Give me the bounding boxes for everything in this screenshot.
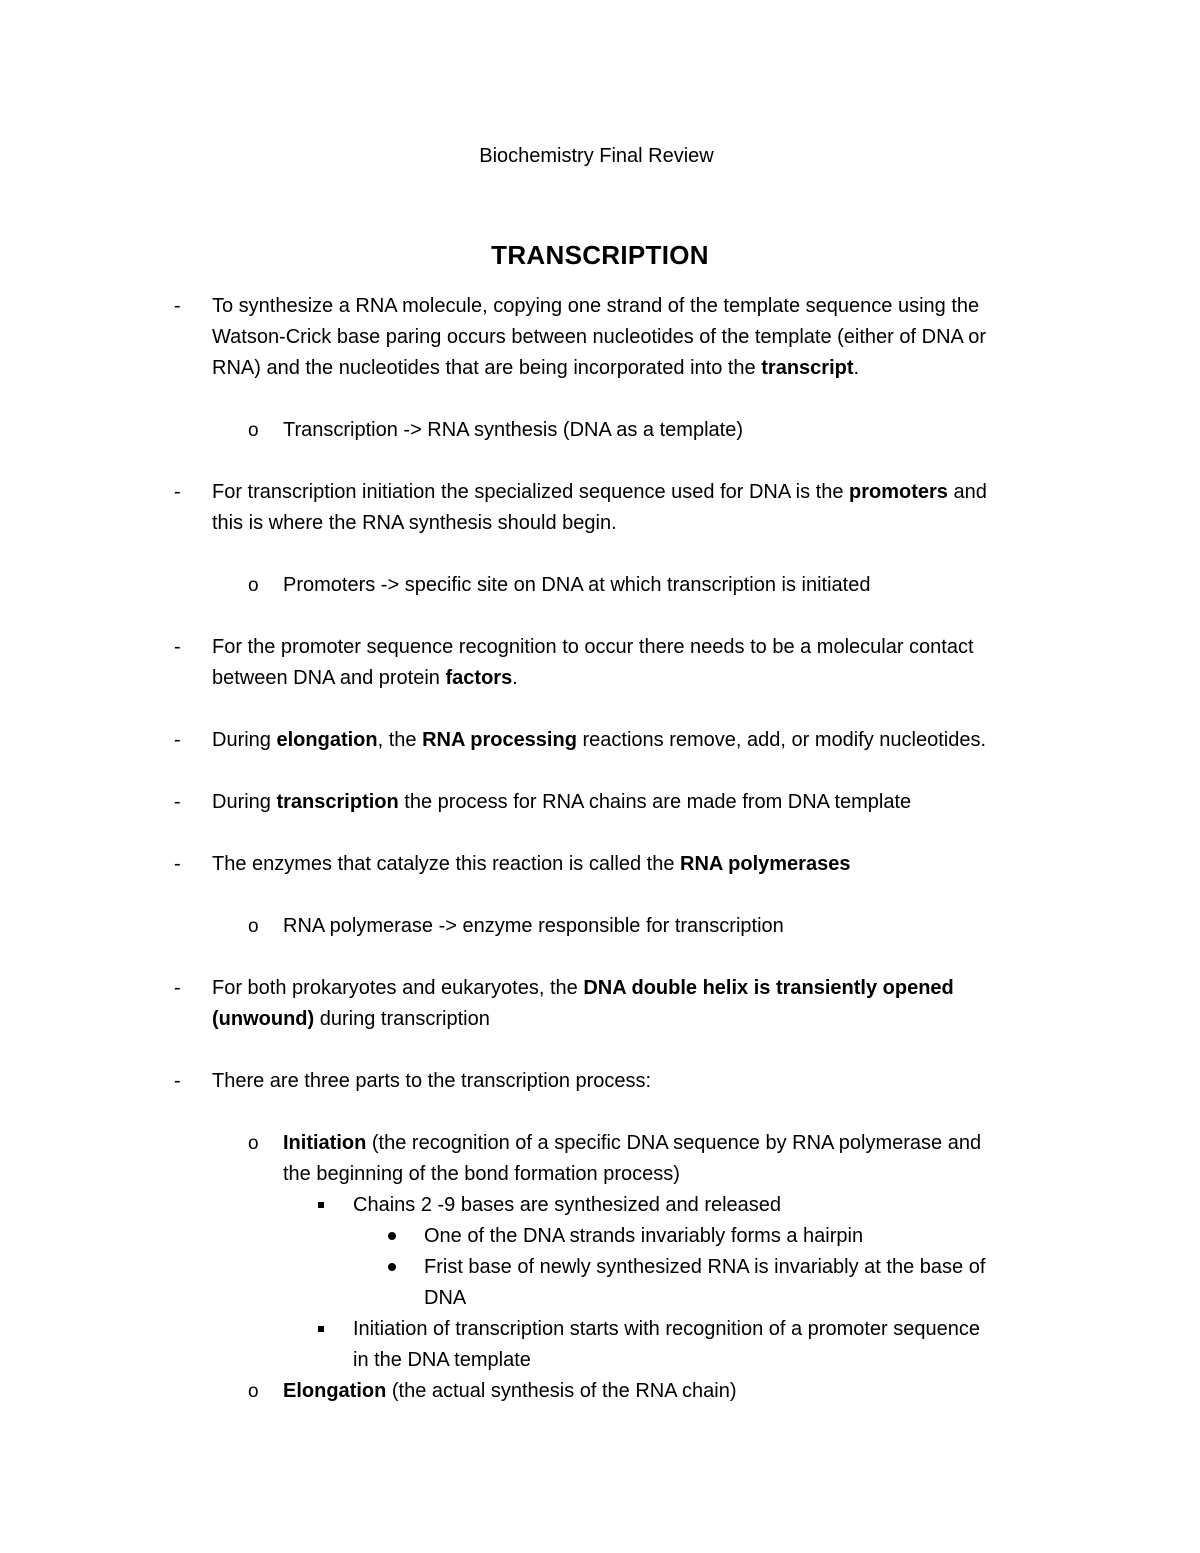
square-bullet-icon [318, 1326, 324, 1332]
sub-sub-list-item-continuation [0, 1345, 1200, 1376]
bold-term: RNA processing [422, 729, 577, 751]
list-item [0, 1066, 1200, 1097]
dash-bullet: - [174, 977, 181, 999]
bold-term: transcript [761, 357, 854, 379]
list-item [0, 725, 1200, 756]
round-bullet-icon [388, 1263, 396, 1271]
section-heading: TRANSCRIPTION [491, 240, 709, 270]
list-item-text: DNA [424, 1287, 467, 1309]
list-item-text: Watson-Crick base paring occurs between nucleotides of the template (either of DNA or [212, 326, 987, 348]
bold-term: promoters [849, 481, 948, 503]
list-item-text: For transcription initiation the specialized sequence used for DNA is the promoters and [212, 481, 987, 503]
bold-term: transcription [276, 791, 399, 813]
bullet-list [0, 291, 1200, 1407]
list-item-continuation [0, 663, 1200, 694]
sub-list-item [0, 1376, 1200, 1407]
bold-term: RNA polymerases [680, 853, 851, 875]
list-item-text: RNA polymerase -> enzyme responsible for transcription [283, 915, 784, 937]
list-item-text: Initiation of transcription starts with recognition of a promoter sequence [353, 1318, 980, 1340]
sub-list-item-continuation [0, 1159, 1200, 1190]
list-item-text: Chains 2 -9 bases are synthesized and released [353, 1194, 782, 1216]
circle-bullet: o [248, 1133, 259, 1154]
list-item-text: Frist base of newly synthesized RNA is invariably at the base of [424, 1256, 986, 1278]
dash-bullet: - [174, 853, 181, 875]
list-item-continuation [0, 322, 1200, 353]
list-item-text: RNA) and the nucleotides that are being incorporated into the transcript. [212, 357, 860, 379]
sub-list-item [0, 570, 1200, 601]
dash-bullet: - [174, 1070, 181, 1092]
document-title: Biochemistry Final Review [479, 145, 714, 167]
list-item-text: Promoters -> specific site on DNA at which transcription is initiated [283, 574, 871, 596]
list-item-text: To synthesize a RNA molecule, copying one strand of the template sequence using the [212, 295, 980, 317]
bold-term: (unwound) [212, 1008, 315, 1030]
dash-bullet: - [174, 729, 181, 751]
level4-list-item-continuation [0, 1283, 1200, 1314]
list-item [0, 291, 1200, 322]
circle-bullet: o [248, 916, 259, 937]
list-item-text: One of the DNA strands invariably forms a hairpin [424, 1225, 864, 1247]
list-item-text: this is where the RNA synthesis should begin. [212, 512, 617, 534]
bold-term: DNA double helix is transiently opened [583, 977, 954, 999]
circle-bullet: o [248, 1381, 259, 1402]
dash-bullet: - [174, 636, 181, 658]
list-item-text: (unwound) during transcription [212, 1008, 490, 1030]
list-item [0, 973, 1200, 1004]
list-item-text: in the DNA template [353, 1349, 531, 1371]
sub-sub-list-item [0, 1190, 1200, 1221]
list-item-text: During transcription the process for RNA chains are made from DNA template [212, 791, 912, 813]
level4-list-item [0, 1252, 1200, 1283]
bold-term: Initiation [283, 1132, 367, 1154]
circle-bullet: o [248, 420, 259, 441]
bold-term: Elongation [283, 1380, 387, 1402]
list-item-continuation [0, 1004, 1200, 1035]
list-item-text: Initiation (the recognition of a specific DNA sequence by RNA polymerase and [283, 1132, 982, 1154]
list-item-continuation [0, 508, 1200, 539]
list-item-text: During elongation, the RNA processing reactions remove, add, or modify nucleotides. [212, 729, 987, 751]
list-item-text: the beginning of the bond formation process) [283, 1163, 680, 1185]
list-item-text: The enzymes that catalyze this reaction is called the RNA polymerases [212, 853, 851, 875]
sub-list-item [0, 911, 1200, 942]
list-item [0, 787, 1200, 818]
list-item [0, 632, 1200, 663]
list-item-continuation [0, 353, 1200, 384]
dash-bullet: - [174, 295, 181, 317]
list-item-text: between DNA and protein factors. [212, 667, 518, 689]
sub-list-item [0, 1128, 1200, 1159]
bold-term: elongation [276, 729, 378, 751]
circle-bullet: o [248, 575, 259, 596]
sub-list-item [0, 415, 1200, 446]
list-item-text: For both prokaryotes and eukaryotes, the DNA double helix is transiently opened [212, 977, 954, 999]
list-item [0, 477, 1200, 508]
level4-list-item [0, 1221, 1200, 1252]
list-item-text: For the promoter sequence recognition to occur there needs to be a molecular contact [212, 636, 974, 658]
list-item-text: There are three parts to the transcription process: [212, 1070, 652, 1092]
dash-bullet: - [174, 791, 181, 813]
sub-sub-list-item [0, 1314, 1200, 1345]
square-bullet-icon [318, 1202, 324, 1208]
dash-bullet: - [174, 481, 181, 503]
round-bullet-icon [388, 1232, 396, 1240]
list-item-text: Transcription -> RNA synthesis (DNA as a template) [283, 419, 743, 441]
list-item [0, 849, 1200, 880]
list-item-text: Elongation (the actual synthesis of the RNA chain) [283, 1380, 737, 1402]
bold-term: factors [445, 667, 513, 689]
